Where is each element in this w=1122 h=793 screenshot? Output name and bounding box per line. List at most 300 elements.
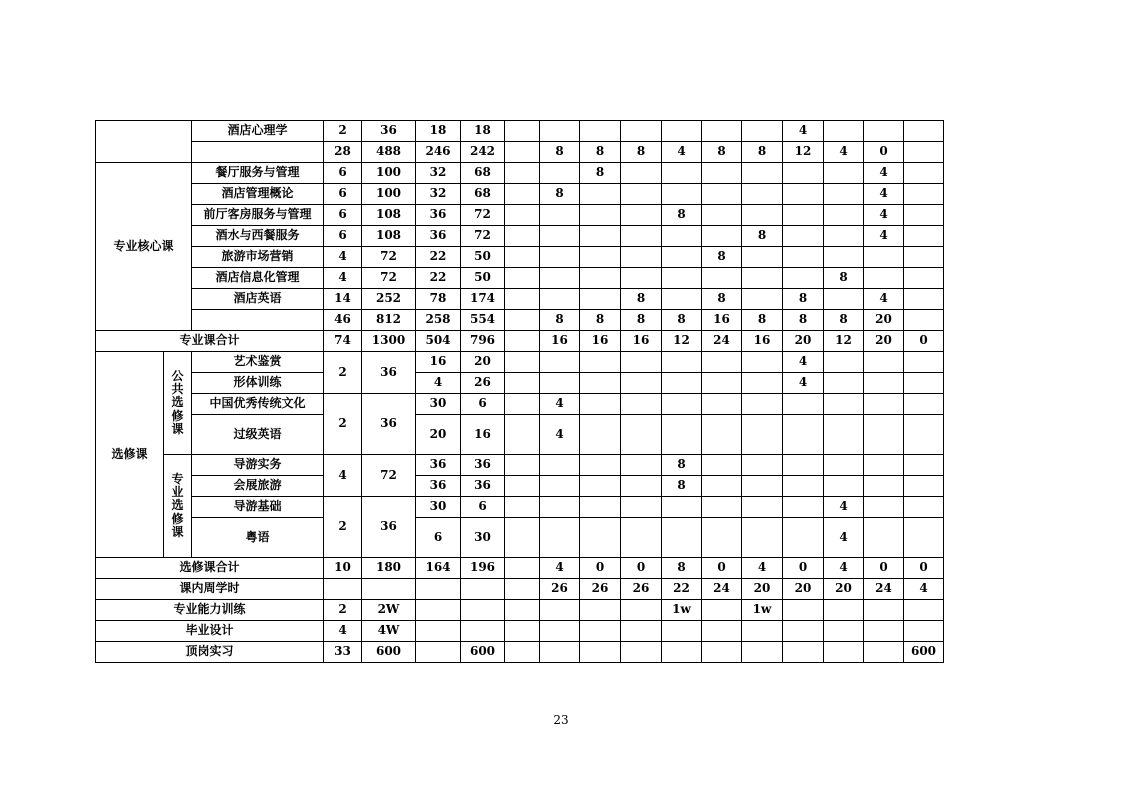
value-cell: 8 — [580, 142, 621, 163]
value-cell: 22 — [416, 268, 461, 289]
value-cell — [742, 121, 783, 142]
value-cell — [702, 518, 742, 558]
value-cell: 12 — [783, 142, 824, 163]
value-cell: 72 — [461, 226, 505, 247]
value-cell: 6 — [324, 205, 362, 226]
group-label-core: 专业核心课 — [96, 163, 192, 331]
value-cell — [662, 226, 702, 247]
value-cell — [662, 352, 702, 373]
value-cell — [580, 289, 621, 310]
value-cell — [621, 205, 662, 226]
course-name: 旅游市场营销 — [192, 247, 324, 268]
value-cell: 4 — [416, 373, 461, 394]
subtotal-label: 专业课合计 — [96, 331, 324, 352]
value-cell: 20 — [864, 331, 904, 352]
value-cell — [662, 518, 702, 558]
value-cell — [864, 476, 904, 497]
value-cell — [824, 289, 864, 310]
value-cell: 72 — [362, 247, 416, 268]
value-cell — [783, 497, 824, 518]
subgroup-char: 选 — [171, 498, 184, 513]
value-cell — [783, 268, 824, 289]
table-row — [96, 352, 1026, 373]
table-row — [96, 497, 1026, 518]
value-cell — [824, 352, 864, 373]
value-cell — [742, 621, 783, 642]
value-cell: 18 — [461, 121, 505, 142]
subgroup-char: 公 — [171, 369, 184, 384]
value-cell: 8 — [540, 310, 580, 331]
value-cell: 8 — [702, 289, 742, 310]
hours-cell: 36 — [362, 352, 416, 394]
value-cell: 0 — [702, 558, 742, 579]
blank-group-cell — [96, 121, 192, 163]
value-cell: 504 — [416, 331, 461, 352]
value-cell — [904, 415, 944, 455]
value-cell — [864, 268, 904, 289]
value-cell — [580, 518, 621, 558]
value-cell — [540, 455, 580, 476]
value-cell — [742, 518, 783, 558]
value-cell: 4 — [540, 558, 580, 579]
value-cell — [783, 476, 824, 497]
subgroup-pro-elective — [164, 455, 192, 558]
value-cell — [662, 373, 702, 394]
course-name: 酒店信息化管理 — [192, 268, 324, 289]
value-cell — [864, 121, 904, 142]
value-cell: 8 — [540, 142, 580, 163]
value-cell: 4 — [783, 121, 824, 142]
value-cell — [904, 352, 944, 373]
value-cell — [662, 621, 702, 642]
value-cell: 4 — [662, 142, 702, 163]
value-cell — [702, 121, 742, 142]
course-name: 会展旅游 — [192, 476, 324, 497]
value-cell — [540, 205, 580, 226]
value-cell — [505, 121, 540, 142]
value-cell: 8 — [580, 163, 621, 184]
value-cell — [416, 579, 461, 600]
value-cell — [621, 121, 662, 142]
course-name — [192, 310, 324, 331]
value-cell: 554 — [461, 310, 505, 331]
value-cell: 4 — [324, 268, 362, 289]
value-cell — [783, 247, 824, 268]
value-cell: 24 — [864, 579, 904, 600]
value-cell — [540, 247, 580, 268]
credit-cell: 4 — [324, 455, 362, 497]
value-cell: 0 — [580, 558, 621, 579]
value-cell — [540, 268, 580, 289]
skill-label: 专业能力训练 — [96, 600, 324, 621]
value-cell: 12 — [662, 331, 702, 352]
value-cell: 0 — [864, 142, 904, 163]
table-row — [96, 289, 1026, 310]
table-row — [96, 455, 1026, 476]
value-cell — [702, 184, 742, 205]
value-cell — [904, 268, 944, 289]
value-cell — [540, 497, 580, 518]
design-label: 毕业设计 — [96, 621, 324, 642]
value-cell: 18 — [416, 121, 461, 142]
value-cell — [662, 121, 702, 142]
value-cell — [904, 497, 944, 518]
value-cell — [621, 476, 662, 497]
value-cell — [904, 247, 944, 268]
course-name: 酒水与西餐服务 — [192, 226, 324, 247]
value-cell: 28 — [324, 142, 362, 163]
course-name: 过级英语 — [192, 415, 324, 455]
intern-label: 顶岗实习 — [96, 642, 324, 663]
value-cell — [702, 352, 742, 373]
value-cell: 26 — [540, 579, 580, 600]
value-cell: 10 — [324, 558, 362, 579]
value-cell — [824, 621, 864, 642]
value-cell — [702, 415, 742, 455]
value-cell: 12 — [824, 331, 864, 352]
value-cell: 8 — [662, 310, 702, 331]
value-cell: 8 — [662, 476, 702, 497]
value-cell — [580, 621, 621, 642]
course-name: 导游基础 — [192, 497, 324, 518]
value-cell — [904, 373, 944, 394]
value-cell: 4 — [783, 352, 824, 373]
value-cell — [505, 331, 540, 352]
value-cell: 20 — [461, 352, 505, 373]
value-cell — [824, 476, 864, 497]
table-row — [96, 247, 1026, 268]
value-cell: 4 — [824, 497, 864, 518]
value-cell: 8 — [824, 268, 864, 289]
value-cell: 6 — [324, 226, 362, 247]
elective-total-label: 选修课合计 — [96, 558, 324, 579]
value-cell: 600 — [461, 642, 505, 663]
value-cell: 100 — [362, 163, 416, 184]
value-cell — [783, 518, 824, 558]
value-cell — [662, 415, 702, 455]
value-cell — [864, 497, 904, 518]
value-cell — [580, 184, 621, 205]
course-name: 餐厅服务与管理 — [192, 163, 324, 184]
value-cell — [505, 621, 540, 642]
value-cell: 6 — [324, 184, 362, 205]
course-name: 中国优秀传统文化 — [192, 394, 324, 415]
value-cell — [742, 163, 783, 184]
value-cell: 36 — [416, 226, 461, 247]
value-cell — [461, 579, 505, 600]
hours-cell: 36 — [362, 497, 416, 558]
value-cell — [742, 373, 783, 394]
value-cell — [540, 226, 580, 247]
value-cell: 8 — [662, 205, 702, 226]
value-cell: 8 — [702, 142, 742, 163]
table-row — [96, 558, 1026, 579]
value-cell — [864, 415, 904, 455]
value-cell: 16 — [416, 352, 461, 373]
value-cell: 26 — [580, 579, 621, 600]
value-cell: 16 — [580, 331, 621, 352]
value-cell — [904, 289, 944, 310]
value-cell: 4W — [362, 621, 416, 642]
value-cell — [702, 476, 742, 497]
value-cell — [662, 642, 702, 663]
table-row — [96, 163, 1026, 184]
value-cell — [742, 184, 783, 205]
value-cell — [702, 497, 742, 518]
value-cell — [505, 415, 540, 455]
value-cell — [783, 600, 824, 621]
value-cell — [505, 163, 540, 184]
value-cell: 72 — [362, 268, 416, 289]
value-cell — [702, 268, 742, 289]
value-cell: 24 — [702, 579, 742, 600]
value-cell: 8 — [742, 142, 783, 163]
value-cell — [505, 247, 540, 268]
table-row — [96, 205, 1026, 226]
value-cell: 796 — [461, 331, 505, 352]
table-row — [96, 642, 1026, 663]
value-cell: 180 — [362, 558, 416, 579]
value-cell — [580, 205, 621, 226]
value-cell — [864, 621, 904, 642]
value-cell — [505, 352, 540, 373]
value-cell — [621, 642, 662, 663]
value-cell: 4 — [864, 205, 904, 226]
subgroup-char: 业 — [171, 485, 184, 500]
value-cell: 174 — [461, 289, 505, 310]
value-cell: 26 — [621, 579, 662, 600]
value-cell: 72 — [461, 205, 505, 226]
value-cell: 242 — [461, 142, 505, 163]
value-cell — [904, 476, 944, 497]
value-cell: 108 — [362, 205, 416, 226]
value-cell: 4 — [324, 621, 362, 642]
table-row — [96, 184, 1026, 205]
value-cell — [324, 579, 362, 600]
value-cell — [783, 394, 824, 415]
value-cell: 30 — [416, 497, 461, 518]
course-name: 粤语 — [192, 518, 324, 558]
value-cell — [540, 373, 580, 394]
value-cell — [505, 205, 540, 226]
value-cell: 108 — [362, 226, 416, 247]
table-row — [96, 142, 1026, 163]
value-cell — [824, 394, 864, 415]
subgroup-char: 专 — [171, 472, 184, 487]
value-cell — [742, 268, 783, 289]
value-cell — [742, 247, 783, 268]
value-cell — [783, 455, 824, 476]
value-cell — [742, 497, 783, 518]
value-cell — [904, 518, 944, 558]
value-cell — [662, 268, 702, 289]
value-cell — [904, 600, 944, 621]
value-cell — [864, 373, 904, 394]
value-cell — [621, 268, 662, 289]
credit-cell: 2 — [324, 497, 362, 558]
value-cell: 0 — [621, 558, 662, 579]
value-cell: 1300 — [362, 331, 416, 352]
value-cell — [864, 352, 904, 373]
table-row — [96, 518, 1026, 558]
value-cell — [461, 621, 505, 642]
value-cell — [505, 310, 540, 331]
value-cell: 20 — [742, 579, 783, 600]
value-cell — [662, 163, 702, 184]
value-cell: 4 — [824, 558, 864, 579]
value-cell — [580, 455, 621, 476]
value-cell: 600 — [904, 642, 944, 663]
value-cell — [580, 121, 621, 142]
value-cell — [824, 205, 864, 226]
subgroup-char: 修 — [171, 408, 184, 423]
value-cell: 8 — [662, 455, 702, 476]
value-cell: 1w — [662, 600, 702, 621]
value-cell — [783, 226, 824, 247]
value-cell — [783, 163, 824, 184]
value-cell — [505, 497, 540, 518]
value-cell: 16 — [742, 331, 783, 352]
value-cell — [824, 455, 864, 476]
value-cell: 0 — [904, 331, 944, 352]
value-cell — [540, 600, 580, 621]
value-cell — [824, 642, 864, 663]
table-row — [96, 310, 1026, 331]
value-cell — [621, 621, 662, 642]
value-cell: 36 — [416, 476, 461, 497]
value-cell — [742, 205, 783, 226]
value-cell: 4 — [742, 558, 783, 579]
credit-cell: 2 — [324, 352, 362, 394]
value-cell — [904, 205, 944, 226]
value-cell — [505, 289, 540, 310]
value-cell — [824, 415, 864, 455]
table-row — [96, 226, 1026, 247]
value-cell — [580, 497, 621, 518]
value-cell: 4 — [824, 518, 864, 558]
value-cell — [702, 205, 742, 226]
value-cell: 32 — [416, 163, 461, 184]
value-cell: 20 — [416, 415, 461, 455]
table-row — [96, 579, 1026, 600]
course-name: 酒店英语 — [192, 289, 324, 310]
value-cell: 4 — [324, 247, 362, 268]
value-cell — [621, 184, 662, 205]
value-cell: 6 — [416, 518, 461, 558]
value-cell — [904, 163, 944, 184]
value-cell: 8 — [824, 310, 864, 331]
value-cell — [904, 184, 944, 205]
value-cell — [702, 455, 742, 476]
value-cell — [505, 373, 540, 394]
value-cell: 6 — [461, 394, 505, 415]
value-cell: 8 — [621, 289, 662, 310]
value-cell — [580, 642, 621, 663]
value-cell: 258 — [416, 310, 461, 331]
value-cell — [621, 352, 662, 373]
value-cell: 22 — [416, 247, 461, 268]
value-cell — [580, 373, 621, 394]
value-cell — [505, 600, 540, 621]
value-cell — [904, 142, 944, 163]
value-cell — [742, 642, 783, 663]
value-cell — [824, 247, 864, 268]
course-name: 导游实务 — [192, 455, 324, 476]
value-cell — [824, 226, 864, 247]
value-cell: 20 — [783, 331, 824, 352]
value-cell — [783, 184, 824, 205]
value-cell — [416, 642, 461, 663]
subgroup-char: 课 — [171, 524, 184, 539]
value-cell: 20 — [864, 310, 904, 331]
value-cell: 4 — [783, 373, 824, 394]
value-cell: 4 — [824, 142, 864, 163]
value-cell — [621, 394, 662, 415]
value-cell: 8 — [702, 247, 742, 268]
value-cell — [783, 621, 824, 642]
value-cell — [580, 600, 621, 621]
value-cell: 1w — [742, 600, 783, 621]
value-cell: 36 — [362, 121, 416, 142]
value-cell: 16 — [621, 331, 662, 352]
value-cell — [742, 352, 783, 373]
value-cell: 22 — [662, 579, 702, 600]
value-cell — [621, 163, 662, 184]
value-cell: 16 — [540, 331, 580, 352]
value-cell — [783, 205, 824, 226]
value-cell — [540, 121, 580, 142]
value-cell — [580, 415, 621, 455]
table-row — [96, 476, 1026, 497]
value-cell: 100 — [362, 184, 416, 205]
table-row — [96, 121, 1026, 142]
value-cell — [824, 184, 864, 205]
course-name — [192, 142, 324, 163]
value-cell — [505, 394, 540, 415]
value-cell: 8 — [580, 310, 621, 331]
value-cell: 30 — [461, 518, 505, 558]
value-cell: 30 — [416, 394, 461, 415]
value-cell: 2 — [324, 121, 362, 142]
value-cell: 20 — [824, 579, 864, 600]
value-cell: 36 — [461, 476, 505, 497]
value-cell: 8 — [621, 142, 662, 163]
subgroup-char: 课 — [171, 421, 184, 436]
value-cell — [540, 352, 580, 373]
value-cell — [702, 642, 742, 663]
value-cell — [505, 476, 540, 497]
value-cell — [416, 600, 461, 621]
value-cell: 78 — [416, 289, 461, 310]
subgroup-char: 选 — [171, 395, 184, 410]
value-cell: 32 — [416, 184, 461, 205]
value-cell: 36 — [416, 455, 461, 476]
value-cell — [621, 455, 662, 476]
value-cell — [702, 163, 742, 184]
value-cell: 50 — [461, 247, 505, 268]
value-cell: 33 — [324, 642, 362, 663]
value-cell — [580, 394, 621, 415]
value-cell — [621, 518, 662, 558]
page-number: 23 — [553, 713, 569, 727]
value-cell — [904, 394, 944, 415]
value-cell: 36 — [416, 205, 461, 226]
value-cell — [702, 621, 742, 642]
value-cell — [742, 289, 783, 310]
value-cell — [783, 415, 824, 455]
table-row — [96, 621, 1026, 642]
value-cell — [505, 558, 540, 579]
